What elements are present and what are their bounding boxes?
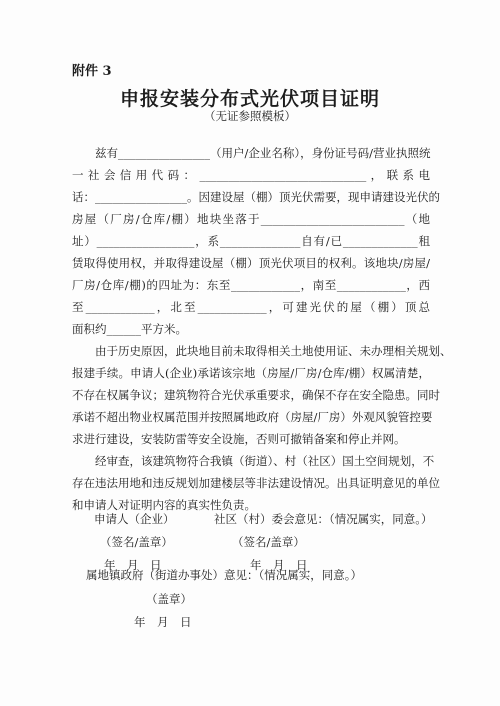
paragraph-line: 面积约______平方米。	[72, 322, 187, 336]
paragraph-line: 至____________，北至____________，可建光伏的屋（棚）顶总	[72, 300, 430, 314]
township-signature-block	[86, 562, 362, 634]
attachment-label: 附件 3	[72, 64, 112, 79]
paragraph-line: 和申请人对证明内容的真实性负责。	[72, 498, 256, 512]
paragraph-line: 不存在权属争议；建筑物符合光伏承重要求，确保不存在安全隐患。同时	[72, 388, 440, 402]
paragraph-line: 址）_________________，系______________自有/已_____________租	[72, 234, 430, 248]
applicant-sign: （签名/盖章）	[100, 535, 173, 549]
paragraph-history	[72, 340, 452, 450]
paragraph-line: 由于历史原因，此块地目前未取得相关土地使用证、未办理相关规划、	[95, 344, 452, 358]
community-date: 年 月 日	[250, 558, 308, 572]
applicant-label: 申请人（企业）	[94, 512, 175, 526]
township-opinion: 属地镇政府（街道办事处）意见：（情况属实，同意。）	[86, 568, 362, 582]
paragraph-application	[72, 142, 440, 340]
document-title: 申报安装分布式光伏项目证明	[119, 88, 380, 110]
township-sign: （盖章）	[146, 592, 192, 606]
community-opinion: 社区（村）委会意见：（情况属实，同意。）	[214, 512, 433, 526]
paragraph-line: 兹有________________（用户/企业名称），身份证号码/营业执照统	[95, 146, 431, 160]
paragraph-line: 经审查，该建筑物符合我镇（街道）、村（社区）国土空间规划，不	[95, 454, 435, 468]
paragraph-line: 赁取得使用权，并取得建设屋（棚）顶光伏项目的权利。该地块/房屋/	[72, 256, 430, 270]
paragraph-review	[72, 450, 440, 516]
paragraph-line: 承诺不超出物业权属范围并按照属地政府（房屋/厂房）外观风貌管控要	[72, 410, 433, 424]
applicant-date: 年 月 日	[104, 558, 162, 572]
paragraph-line: 一社会信用代码：_____________________________，联系电	[72, 168, 430, 182]
paragraph-line: 房屋（厂房/仓库/棚）地块坐落于_________________________（地	[72, 212, 430, 226]
paragraph-line: 存在违法用地和违反规划加建楼层等非法建设情况。出具证明意见的单位	[72, 476, 440, 490]
paragraph-line: 厂房/仓库/棚)的四址为：东至____________，南至____________，西	[72, 278, 430, 292]
community-sign: （签名/盖章）	[232, 535, 305, 549]
document-subtitle: （无证参照模板）	[204, 109, 296, 123]
document-body	[72, 142, 452, 516]
paragraph-line: 话：________________。因建设屋（棚）顶光伏需要，现申请建设光伏的	[72, 190, 440, 204]
paragraph-line: 求进行建设，安装防雷等安全设施，否则可撤销备案和停止并网。	[72, 432, 406, 446]
paragraph-line: 报建手续。申请人(企业)承诺该宗地（房屋/厂房/仓库/棚）权属清楚，	[72, 366, 430, 380]
township-date: 年 月 日	[134, 615, 192, 629]
